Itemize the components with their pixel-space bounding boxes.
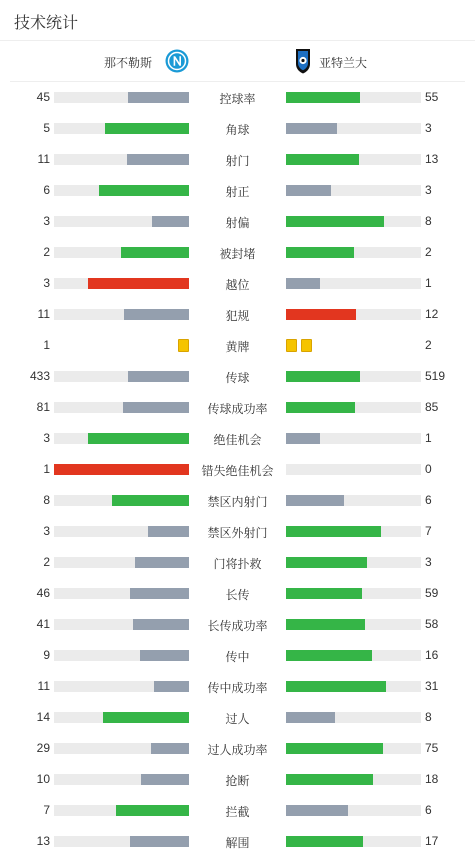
stat-row [0, 547, 475, 578]
home-bar-track [54, 123, 189, 134]
home-bar-track [54, 836, 189, 847]
home-bar-track [54, 278, 189, 289]
stat-row [0, 423, 475, 454]
home-value: 433 [29, 369, 50, 383]
home-value: 3 [43, 431, 50, 445]
home-value: 41 [36, 617, 50, 631]
stat-label: 绝佳机会 [213, 433, 262, 447]
away-bar-track [286, 774, 421, 785]
stat-row [0, 330, 475, 361]
stat-label: 抢断 [225, 774, 250, 788]
stat-label: 传中成功率 [207, 681, 268, 695]
away-value: 8 [425, 214, 432, 228]
home-bar-track [54, 247, 189, 258]
stat-label: 拦截 [225, 805, 250, 819]
stat-label: 门将扑救 [213, 557, 262, 571]
away-bar-fill [286, 650, 372, 661]
home-value: 3 [43, 214, 50, 228]
home-bar-track [54, 402, 189, 413]
home-value: 3 [43, 524, 50, 538]
home-bar-fill [99, 185, 189, 196]
stat-row [0, 671, 475, 702]
home-bar-fill [151, 743, 189, 754]
away-value: 18 [425, 772, 439, 786]
home-value: 45 [36, 90, 50, 104]
away-value: 1 [425, 276, 432, 290]
yellow-card-icon [286, 339, 297, 352]
stat-row [0, 764, 475, 795]
stat-label: 角球 [225, 123, 250, 137]
away-bar-fill [286, 495, 344, 506]
away-bar-fill [286, 619, 365, 630]
away-bar-fill [286, 371, 360, 382]
away-bar-track [286, 743, 421, 754]
away-bar-fill [286, 712, 335, 723]
home-value: 7 [43, 803, 50, 817]
home-bar-fill [88, 278, 189, 289]
stat-label: 长传成功率 [207, 619, 268, 633]
stat-label: 越位 [225, 278, 250, 292]
stat-label: 犯规 [225, 309, 250, 323]
atalanta-logo-icon [295, 48, 311, 74]
away-bar-track [286, 526, 421, 537]
home-bar-track [54, 526, 189, 537]
away-bar-fill [286, 247, 354, 258]
away-value: 7 [425, 524, 432, 538]
home-value: 10 [36, 772, 50, 786]
home-bar-fill [121, 247, 189, 258]
page-title: 技术统计 [14, 15, 79, 32]
home-bar-fill [154, 681, 189, 692]
stat-label: 控球率 [219, 92, 256, 106]
away-value: 31 [425, 679, 439, 693]
stat-label: 射偏 [225, 216, 250, 230]
away-value: 59 [425, 586, 439, 600]
home-bar-fill [128, 92, 189, 103]
away-bar-track [286, 805, 421, 816]
away-bar-fill [286, 402, 355, 413]
home-bar-track [54, 743, 189, 754]
away-bar-fill [286, 681, 386, 692]
away-bar-track [286, 836, 421, 847]
stat-label: 过人成功率 [207, 743, 268, 757]
away-bar-track [286, 123, 421, 134]
away-bar-track [286, 433, 421, 444]
home-yellow-cards [178, 339, 189, 352]
stat-row [0, 702, 475, 733]
away-value: 3 [425, 183, 432, 197]
stat-label: 传球 [225, 371, 250, 385]
away-value: 0 [425, 462, 432, 476]
stat-label: 禁区内射门 [207, 495, 268, 509]
home-value: 6 [43, 183, 50, 197]
napoli-logo-icon [165, 49, 189, 73]
home-bar-fill [116, 805, 189, 816]
stat-row [0, 175, 475, 206]
away-bar-track [286, 650, 421, 661]
away-value: 8 [425, 710, 432, 724]
away-bar-track [286, 588, 421, 599]
home-value: 11 [37, 152, 50, 166]
away-value: 17 [425, 834, 439, 848]
home-bar-track [54, 371, 189, 382]
stat-row [0, 516, 475, 547]
home-team-name: 那不勒斯 [103, 56, 152, 70]
home-bar-track [54, 774, 189, 785]
away-value: 16 [425, 648, 439, 662]
home-bar-fill [54, 464, 189, 475]
teams-header [10, 41, 465, 82]
away-value: 2 [425, 245, 432, 259]
home-value: 2 [43, 555, 50, 569]
home-value: 9 [43, 648, 50, 662]
away-bar-fill [286, 805, 348, 816]
home-bar-fill [124, 309, 189, 320]
home-bar-track [54, 433, 189, 444]
away-value: 85 [425, 400, 439, 414]
home-bar-fill [88, 433, 189, 444]
home-bar-fill [140, 650, 189, 661]
away-bar-fill [286, 185, 331, 196]
stat-row [0, 826, 475, 857]
yellow-card-icon [301, 339, 312, 352]
away-bar-fill [286, 309, 356, 320]
away-bar-fill [286, 743, 383, 754]
home-value: 29 [36, 741, 50, 755]
stat-label: 被封堵 [219, 247, 256, 261]
away-bar-track [286, 247, 421, 258]
home-value: 11 [37, 307, 50, 321]
home-value: 14 [36, 710, 50, 724]
away-value: 55 [425, 90, 439, 104]
home-value: 1 [43, 338, 50, 352]
stat-row [0, 733, 475, 764]
away-bar-track [286, 495, 421, 506]
home-bar-track [54, 495, 189, 506]
home-value: 3 [43, 276, 50, 290]
header [0, 0, 475, 41]
stat-row [0, 485, 475, 516]
home-bar-fill [112, 495, 189, 506]
stat-label: 过人 [225, 712, 250, 726]
away-bar-track [286, 216, 421, 227]
away-value: 1 [425, 431, 432, 445]
away-bar-track [286, 681, 421, 692]
home-bar-fill [127, 154, 189, 165]
home-bar-fill [135, 557, 189, 568]
stat-label: 传球成功率 [207, 402, 268, 416]
stat-label: 射门 [225, 154, 250, 168]
home-bar-fill [152, 216, 189, 227]
home-bar-track [54, 588, 189, 599]
home-bar-fill [133, 619, 189, 630]
away-bar-fill [286, 216, 384, 227]
away-bar-track [286, 464, 421, 475]
stat-label: 长传 [225, 588, 250, 602]
stat-label: 射正 [225, 185, 250, 199]
home-value: 11 [37, 679, 50, 693]
away-value: 6 [425, 803, 432, 817]
away-bar-fill [286, 526, 381, 537]
stat-row [0, 454, 475, 485]
home-bar-track [54, 681, 189, 692]
stat-row [0, 237, 475, 268]
stat-row [0, 206, 475, 237]
stat-row [0, 392, 475, 423]
stat-row [0, 795, 475, 826]
home-bar-fill [141, 774, 189, 785]
stat-label: 黄牌 [225, 340, 250, 354]
home-bar-track [54, 154, 189, 165]
home-bar-track [54, 464, 189, 475]
home-value: 81 [36, 400, 50, 414]
home-value: 2 [43, 245, 50, 259]
away-value: 12 [425, 307, 439, 321]
away-value: 13 [425, 152, 439, 166]
away-bar-fill [286, 774, 373, 785]
away-value: 3 [425, 121, 432, 135]
stat-row [0, 299, 475, 330]
home-bar-fill [123, 402, 189, 413]
home-bar-fill [105, 123, 189, 134]
away-bar-track [286, 402, 421, 413]
away-yellow-cards [286, 339, 312, 352]
away-bar-fill [286, 154, 359, 165]
home-bar-track [54, 619, 189, 630]
away-value: 2 [425, 338, 432, 352]
away-bar-fill [286, 92, 360, 103]
away-value: 75 [425, 741, 439, 755]
home-bar-fill [130, 836, 189, 847]
home-value: 8 [43, 493, 50, 507]
away-bar-track [286, 278, 421, 289]
home-bar-track [54, 650, 189, 661]
stat-label: 传中 [225, 650, 250, 664]
home-bar-track [54, 185, 189, 196]
away-bar-fill [286, 836, 363, 847]
home-bar-fill [130, 588, 189, 599]
home-bar-track [54, 309, 189, 320]
home-bar-track [54, 712, 189, 723]
home-value: 1 [43, 462, 50, 476]
stat-row [0, 578, 475, 609]
away-bar-fill [286, 588, 362, 599]
away-bar-track [286, 92, 421, 103]
away-bar-track [286, 557, 421, 568]
home-value: 46 [36, 586, 50, 600]
away-bar-fill [286, 557, 367, 568]
stat-label: 错失绝佳机会 [201, 464, 274, 478]
home-bar-track [54, 92, 189, 103]
yellow-card-icon [178, 339, 189, 352]
home-value: 5 [43, 121, 50, 135]
away-bar-fill [286, 433, 320, 444]
home-bar-fill [103, 712, 189, 723]
home-bar-track [54, 557, 189, 568]
stat-row [0, 640, 475, 671]
stat-row [0, 113, 475, 144]
stat-row [0, 609, 475, 640]
home-bar-track [54, 216, 189, 227]
away-bar-track [286, 154, 421, 165]
away-bar-track [286, 371, 421, 382]
away-value: 519 [425, 369, 446, 383]
home-bar-track [54, 805, 189, 816]
away-value: 6 [425, 493, 432, 507]
away-value: 3 [425, 555, 432, 569]
away-bar-track [286, 309, 421, 320]
away-bar-track [286, 185, 421, 196]
stat-label: 禁区外射门 [207, 526, 268, 540]
stat-row [0, 361, 475, 392]
stat-row [0, 144, 475, 175]
away-bar-track [286, 712, 421, 723]
stat-row [0, 82, 475, 113]
away-bar-fill [286, 123, 337, 134]
stat-label: 解围 [225, 836, 250, 850]
away-bar-track [286, 619, 421, 630]
away-value: 58 [425, 617, 439, 631]
home-bar-fill [148, 526, 189, 537]
home-value: 13 [36, 834, 50, 848]
away-bar-fill [286, 278, 320, 289]
stat-row [0, 268, 475, 299]
home-bar-fill [128, 371, 189, 382]
away-team-name: 亚特兰大 [319, 56, 368, 70]
